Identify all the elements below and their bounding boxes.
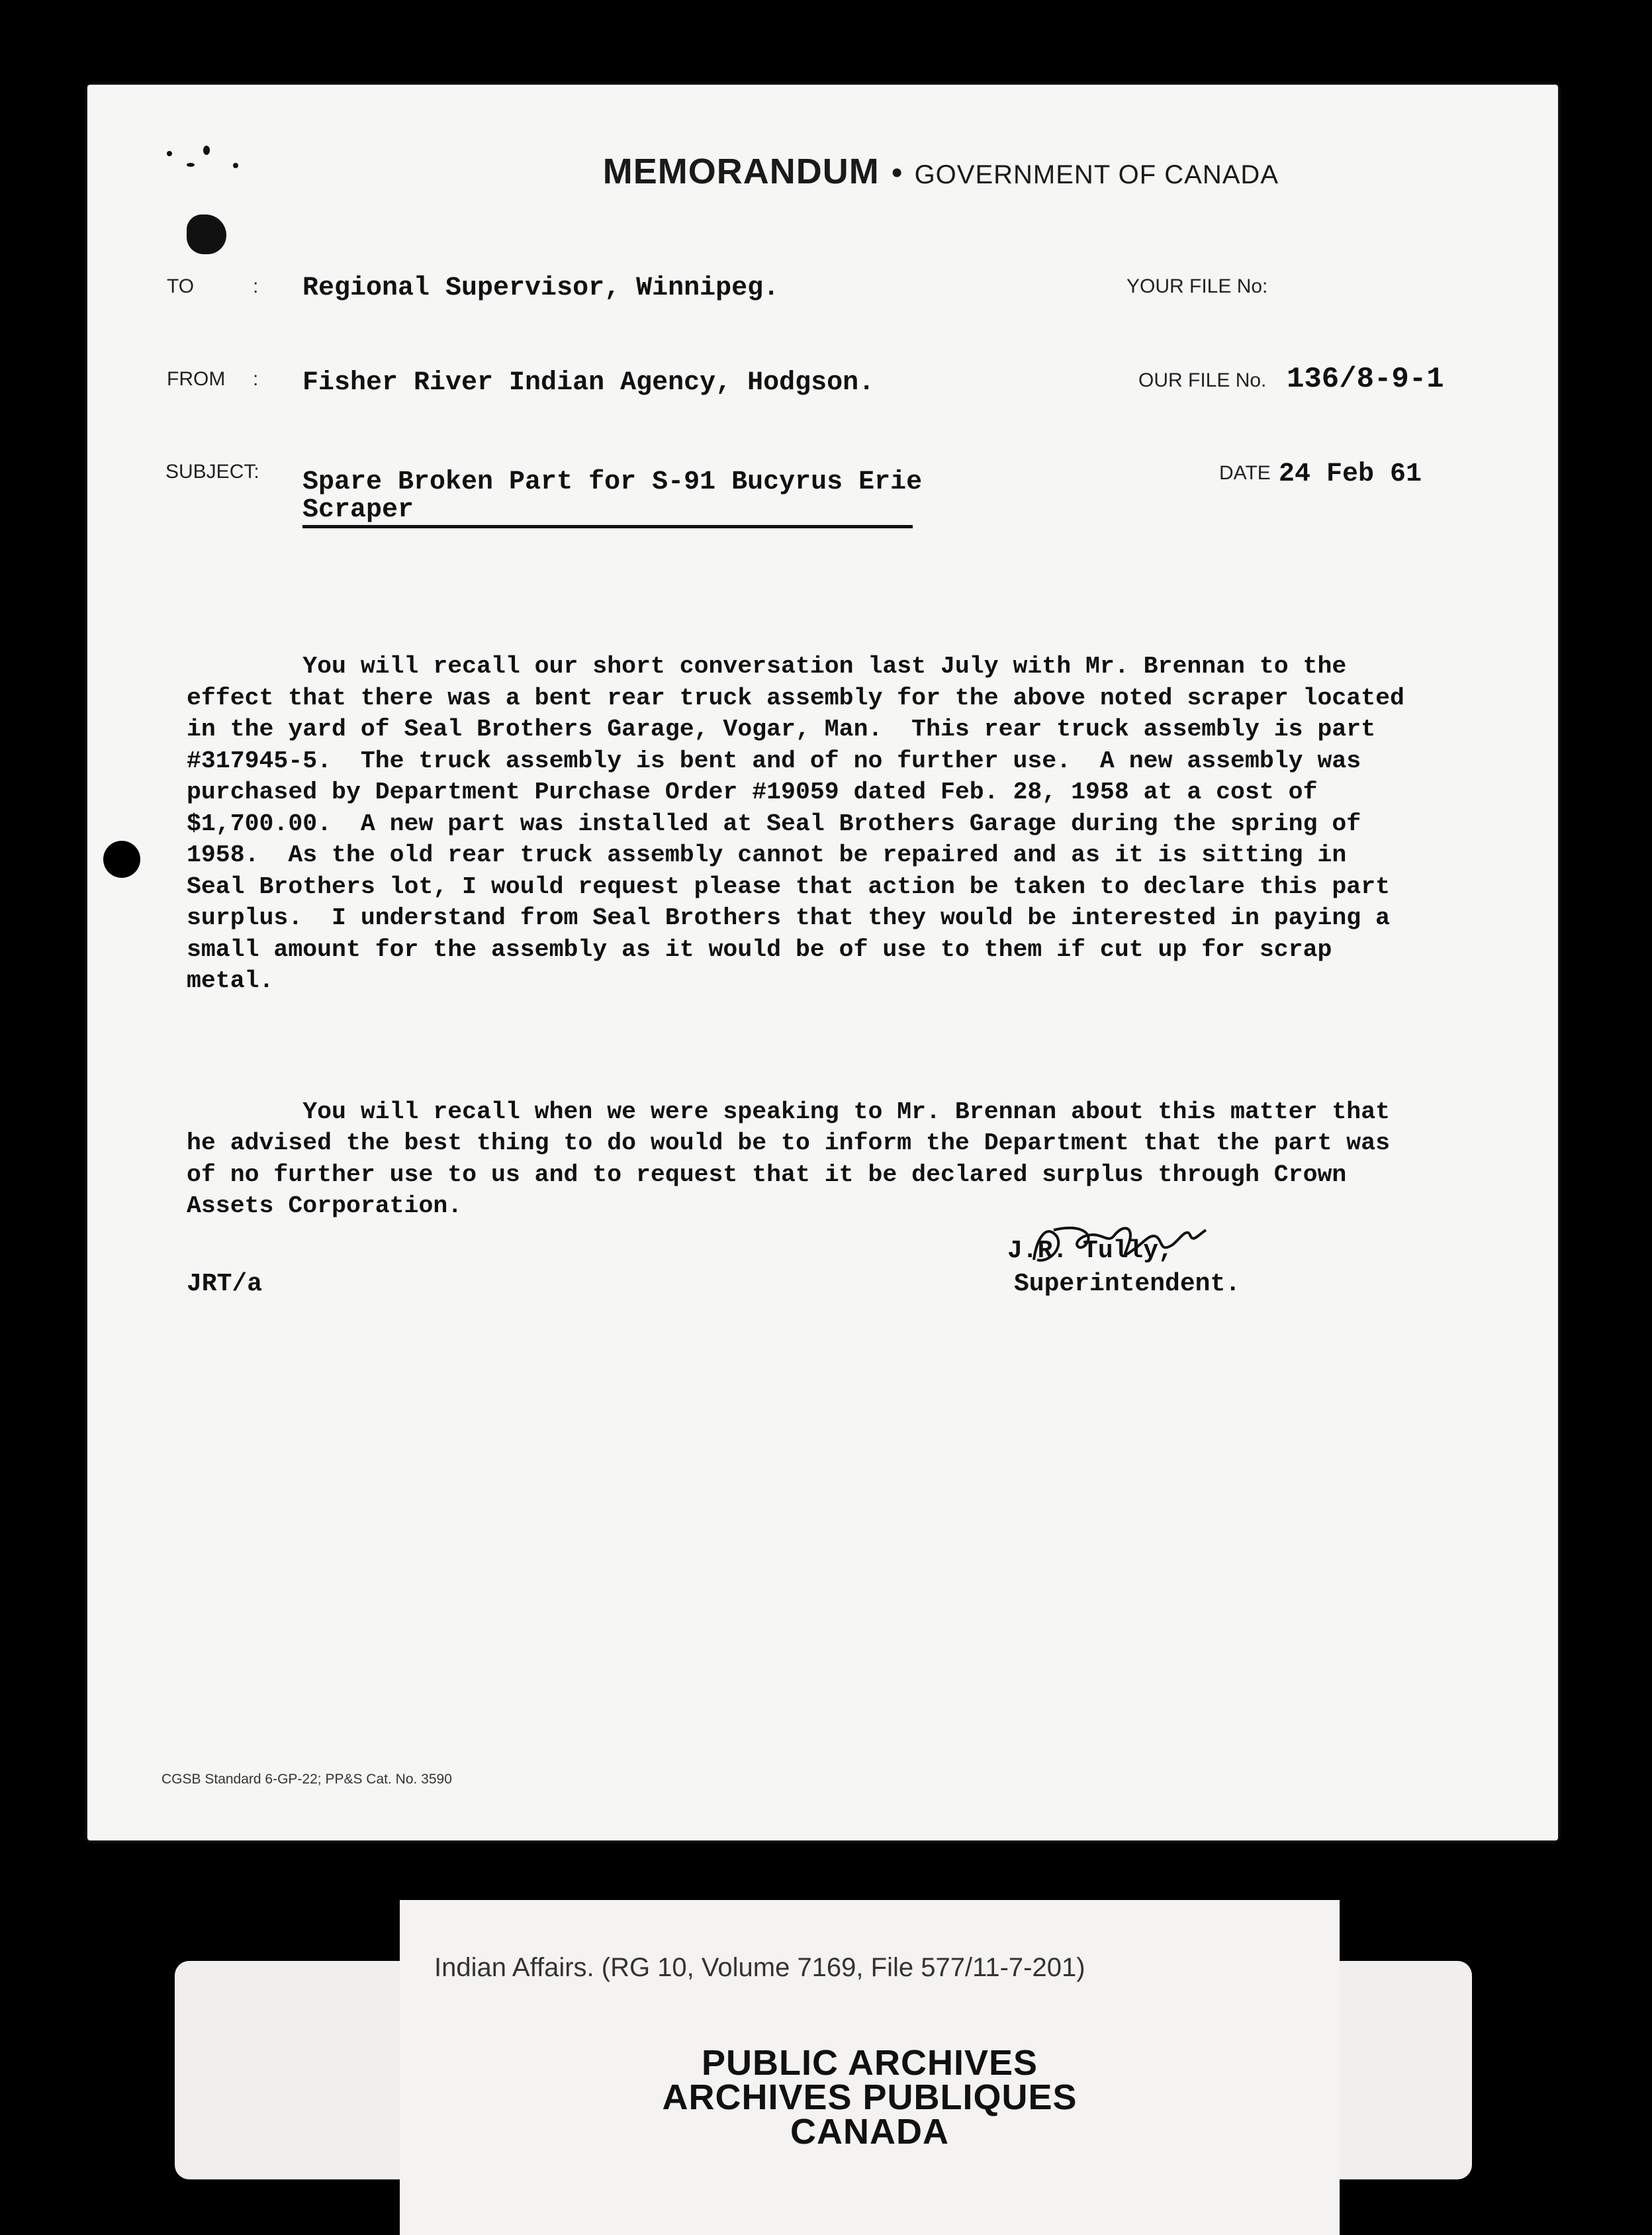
signer-title: Superintendent. (1014, 1270, 1241, 1298)
typist-initials: JRT/a (187, 1270, 263, 1298)
ink-speck (187, 214, 226, 254)
your-file-label: YOUR FILE No: (1126, 275, 1268, 297)
archive-line-french: ARCHIVES PUBLIQUES (662, 2077, 1078, 2117)
signer-name: J.R. Tully, (1007, 1237, 1173, 1265)
memo-header (87, 151, 1279, 192)
subject-line-2: Scraper (302, 495, 414, 525)
archive-line-english: PUBLIC ARCHIVES (701, 2043, 1038, 2083)
date-value: 24 Feb 61 (1279, 459, 1422, 489)
body-paragraph-2: You will recall when we were speaking to Mr. Brennan about this matter that he advised the best thing to do would be to inform the Department that the part was of no further use to us and to request that it be declared surplus through Crown Assets Corporation. (187, 1098, 1390, 1219)
memo-title: MEMORANDUM (602, 152, 880, 191)
government-label: GOVERNMENT OF CANADA (914, 160, 1279, 189)
date-label: DATE (1219, 462, 1271, 484)
from-colon: : (253, 368, 259, 390)
to-label: TO (167, 275, 195, 297)
form-standard-footer: CGSB Standard 6-GP-22; PP&S Cat. No. 3590 (161, 1772, 452, 1787)
subject-line-1: Spare Broken Part for S-91 Bucyrus Erie (302, 467, 923, 497)
archive-citation: Indian Affairs. (RG 10, Volume 7169, File 577/11-7-201) (434, 1953, 1085, 1982)
body-paragraph-1: You will recall our short conversation last July with Mr. Brennan to the effect that there was a bent rear truck assembly for the above noted scraper located in the yard of Seal Brothers Garage, Vogar, Man. This rear truck assembly is part #317945-5. The truck assembly is bent and of no further use. A new assembly was purchased by Department Purchase Order #19059 dated Feb. 28, 1958 at a cost of $1,700.00. A new part was installed at Seal Brothers Garage during the spring of 1958. As the old rear truck assembly cannot be repaired and as it is sitting in Seal Brothers lot, I would request please that action be taken to declare this part surplus. I understand from Seal Brothers that they would be interested in paying a small amount for the assembly as it would be of use to them if cut up for scrap metal. (187, 653, 1404, 994)
from-value: Fisher River Indian Agency, Hodgson. (302, 368, 875, 398)
subject-underline (302, 525, 913, 528)
punch-hole (103, 841, 140, 878)
memo-body (187, 588, 1524, 1321)
subject-label: SUBJECT: (165, 461, 259, 483)
header-bullet: • (891, 156, 903, 191)
to-value: Regional Supervisor, Winnipeg. (302, 273, 780, 303)
archive-line-country: CANADA (790, 2112, 949, 2152)
archive-stamp (400, 2043, 1340, 2152)
from-label: FROM (167, 368, 226, 390)
our-file-value: 136/8-9-1 (1287, 363, 1444, 396)
memorandum-sheet (87, 85, 1558, 1840)
to-colon: : (253, 275, 259, 297)
our-file-label: OUR FILE No. (1138, 369, 1267, 391)
